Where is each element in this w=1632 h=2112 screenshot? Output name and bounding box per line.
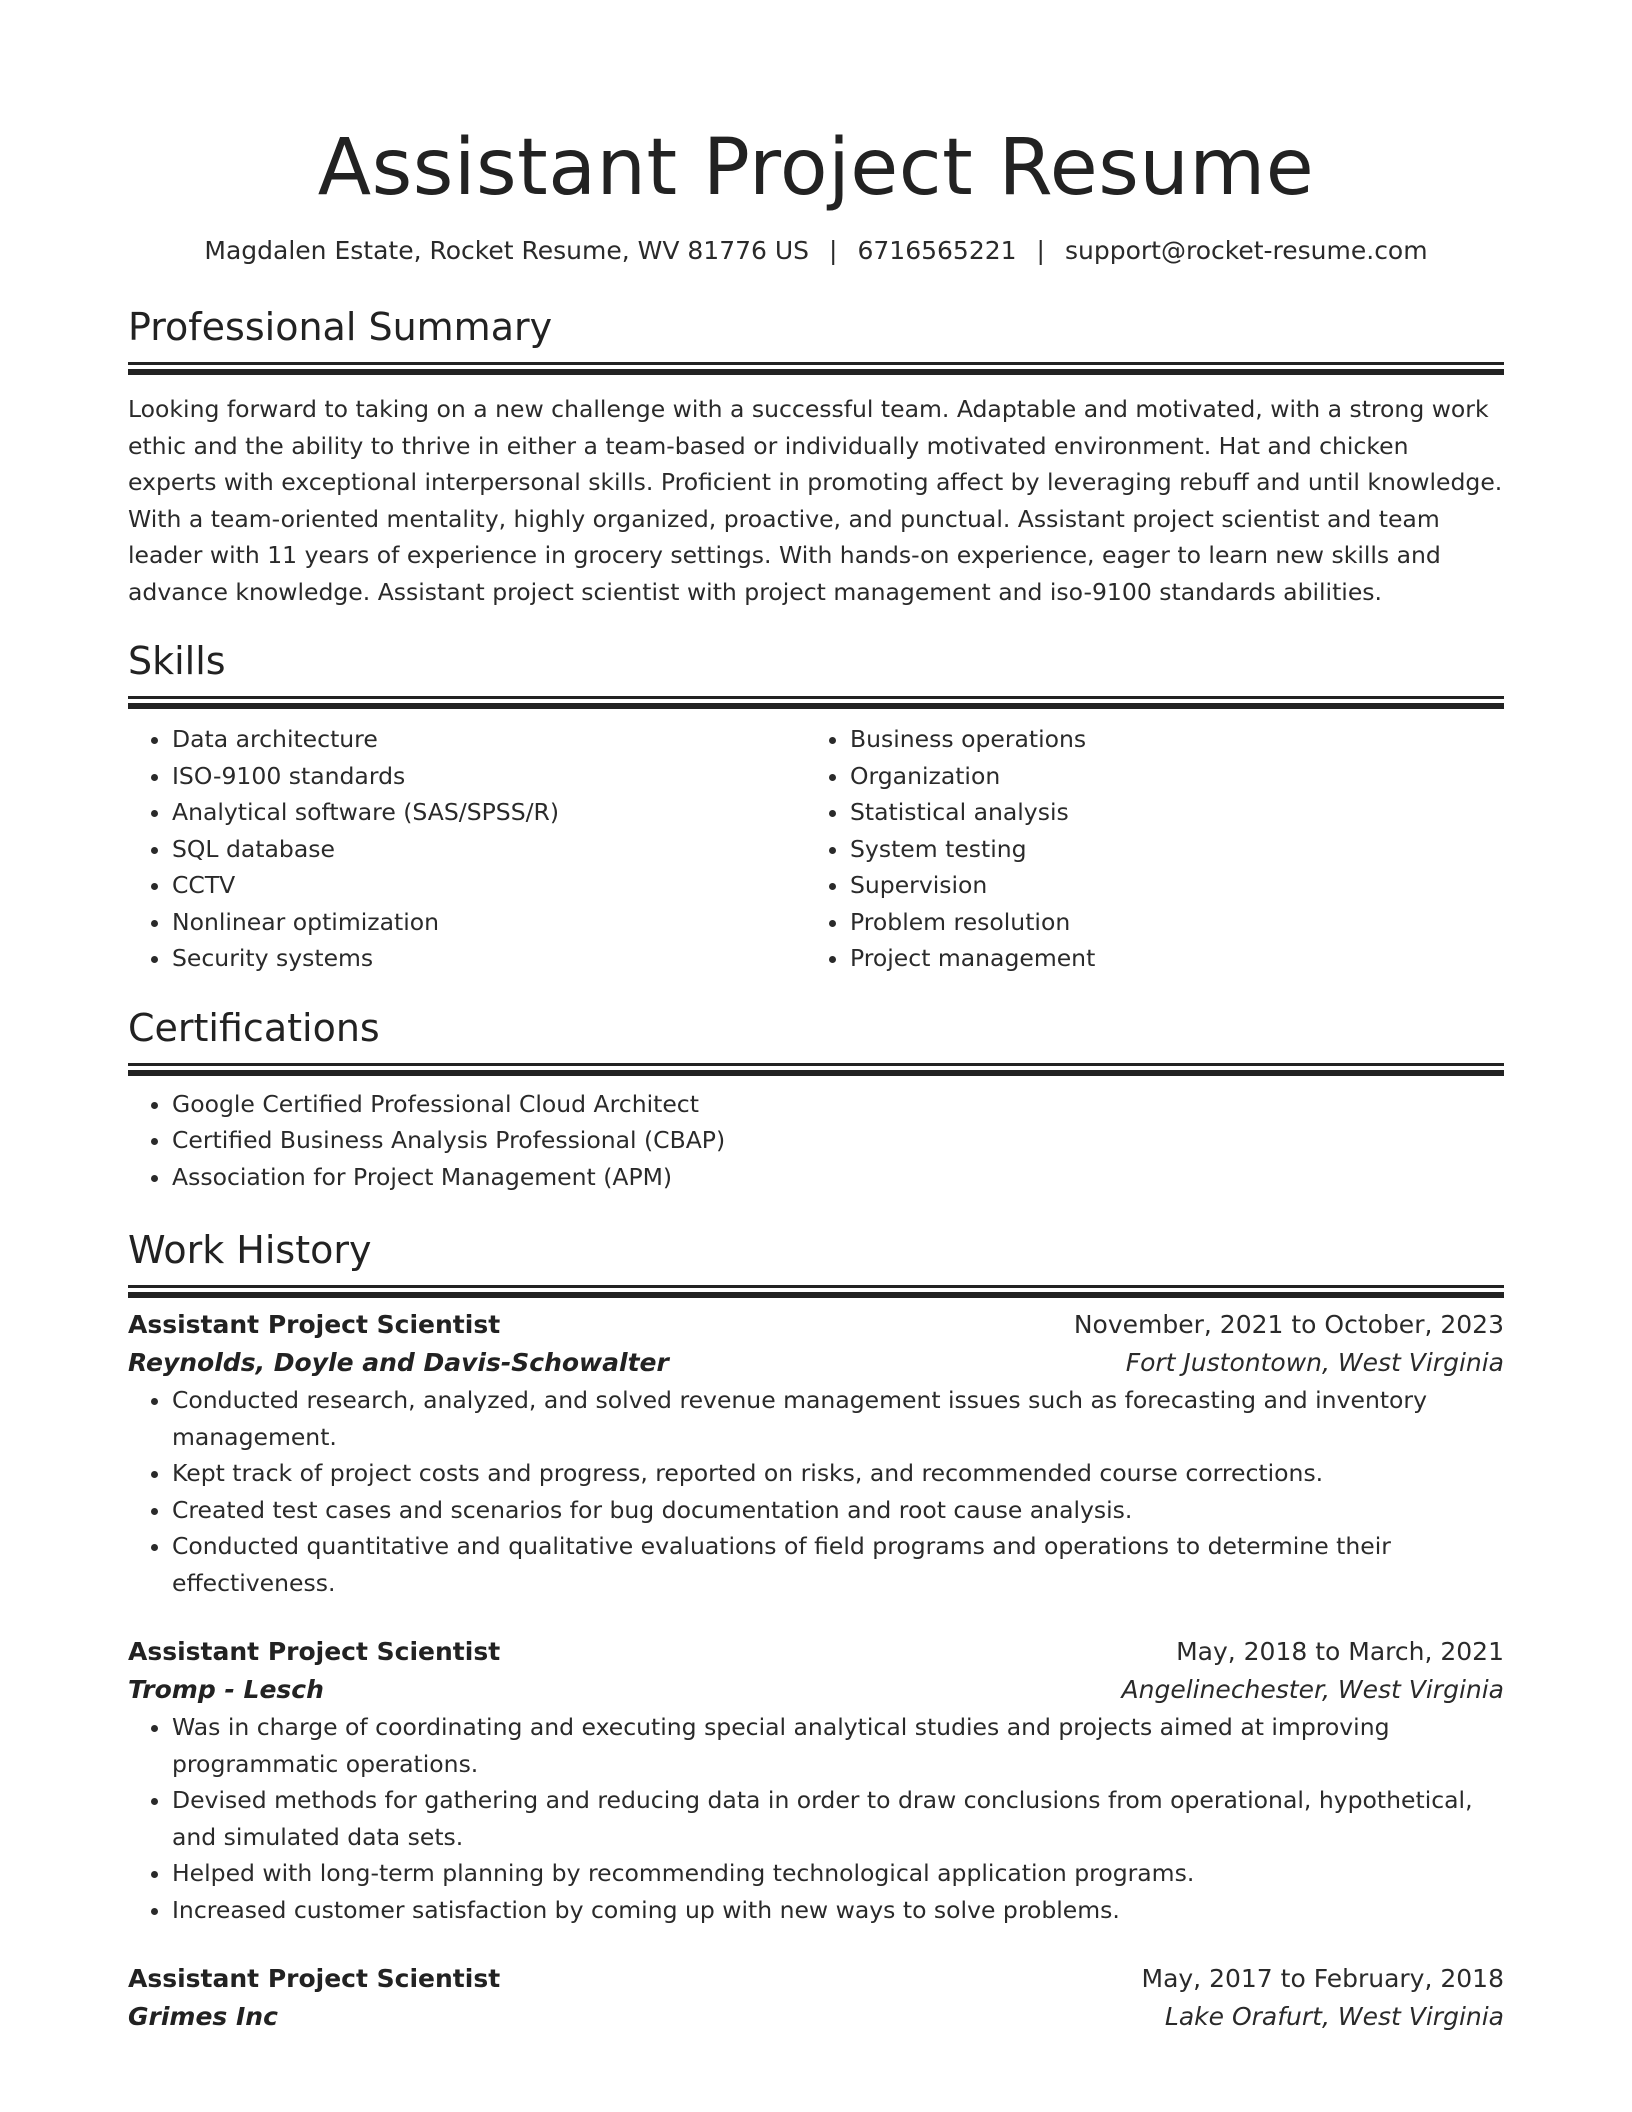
job-header-row bbox=[128, 1306, 1504, 1344]
skill-item: • ISO-9100 standards bbox=[172, 758, 806, 795]
skill-item: • Statistical analysis bbox=[850, 794, 1484, 831]
work-history-section bbox=[128, 1225, 1504, 2036]
job-entry bbox=[128, 1633, 1504, 1928]
job-company: Tromp - Lesch bbox=[128, 1675, 324, 1704]
job-dates: May, 2018 to March, 2021 bbox=[1176, 1637, 1504, 1666]
job-location: Lake Orafurt, West Virginia bbox=[1164, 2002, 1504, 2031]
job-header-row bbox=[128, 1633, 1504, 1671]
skills-grid bbox=[128, 721, 1504, 977]
job-title: Assistant Project Scientist bbox=[128, 1310, 501, 1339]
job-bullet: • Created test cases and scenarios for bug documentation and root cause analysis. bbox=[172, 1492, 1504, 1529]
job-bullet: • Helped with long-term planning by recommending technological application programs. bbox=[172, 1855, 1504, 1892]
job-bullet-list bbox=[128, 1382, 1504, 1601]
job-location: Angelinechester, West Virginia bbox=[1121, 1675, 1504, 1704]
skills-column-right bbox=[806, 721, 1484, 977]
skill-item: • Analytical software (SAS/SPSS/R) bbox=[172, 794, 806, 831]
skill-item: • CCTV bbox=[172, 867, 806, 904]
section-heading-skills: Skills bbox=[128, 639, 226, 683]
job-bullet-list bbox=[128, 1709, 1504, 1928]
summary-text: Looking forward to taking on a new challenge with a successful team. Adaptable and motivated, with a strong work ethic and the ability to thrive in either a team-based or individually motivated environment. Hat and chicken experts with exceptional interpersonal skills. Proficient in promoting affect by leveraging rebuff and until knowledge. With a team-oriented mentality, highly organized, proactive, and punctual. Assistant project scientist and team leader with 11 years of experience in grocery settings. With hands-on experience, eager to learn new skills and advance knowledge. Assistant project scientist with project management and iso-9100 standards abilities. bbox=[128, 395, 1503, 606]
section-divider bbox=[128, 362, 1504, 365]
job-bullet: • Conducted research, analyzed, and solved revenue management issues such as forecasting and inventory management. bbox=[172, 1382, 1504, 1455]
skill-item: • Project management bbox=[850, 940, 1484, 977]
summary-section bbox=[128, 302, 1504, 610]
job-title: Assistant Project Scientist bbox=[128, 1964, 501, 1993]
skill-item: • Supervision bbox=[850, 867, 1484, 904]
skills-list-left bbox=[128, 721, 806, 977]
job-subheader-row bbox=[128, 1344, 1504, 1382]
skill-item: • System testing bbox=[850, 831, 1484, 868]
job-header-row bbox=[128, 1960, 1504, 1998]
section-divider bbox=[128, 1063, 1504, 1066]
section-heading-summary: Professional Summary bbox=[128, 305, 553, 349]
contact-line bbox=[128, 234, 1504, 268]
contact-separator: | bbox=[1036, 236, 1045, 265]
job-title: Assistant Project Scientist bbox=[128, 1637, 501, 1666]
skill-item: • Problem resolution bbox=[850, 904, 1484, 941]
contact-address: Magdalen Estate, Rocket Resume, WV 81776 US bbox=[204, 236, 810, 265]
certifications-section bbox=[128, 1003, 1504, 1196]
job-bullet: • Devised methods for gathering and reducing data in order to draw conclusions from operational, hypothetical, and simulated data sets. bbox=[172, 1782, 1504, 1855]
job-bullet: • Conducted quantitative and qualitative evaluations of field programs and operations to determine their effectiveness. bbox=[172, 1528, 1504, 1601]
job-bullet: • Was in charge of coordinating and executing special analytical studies and projects aimed at improving programmatic operations. bbox=[172, 1709, 1504, 1782]
skill-item: • Organization bbox=[850, 758, 1484, 795]
skill-item: • Nonlinear optimization bbox=[172, 904, 806, 941]
job-subheader-row bbox=[128, 1998, 1504, 2036]
skills-list-right bbox=[806, 721, 1484, 977]
job-bullet: • Kept track of project costs and progress, reported on risks, and recommended course corrections. bbox=[172, 1455, 1504, 1492]
certification-item: • Google Certified Professional Cloud Architect bbox=[172, 1086, 1504, 1123]
job-entry bbox=[128, 1960, 1504, 2036]
section-heading-certifications: Certifications bbox=[128, 1005, 380, 1050]
job-subheader-row bbox=[128, 1671, 1504, 1709]
certifications-list bbox=[128, 1086, 1504, 1196]
contact-email: support@rocket-resume.com bbox=[1064, 236, 1428, 265]
resume-page bbox=[128, 0, 1504, 2036]
section-divider bbox=[128, 1285, 1504, 1288]
certification-item: • Certified Business Analysis Professional (CBAP) bbox=[172, 1122, 1504, 1159]
skill-item: • Business operations bbox=[850, 721, 1484, 758]
job-location: Fort Justontown, West Virginia bbox=[1125, 1348, 1504, 1377]
skill-item: • Security systems bbox=[172, 940, 806, 977]
skill-item: • SQL database bbox=[172, 831, 806, 868]
contact-phone: 6716565221 bbox=[857, 236, 1017, 265]
certification-item: • Association for Project Management (APM) bbox=[172, 1159, 1504, 1196]
skill-item: • Data architecture bbox=[172, 721, 806, 758]
section-heading-work-history: Work History bbox=[128, 1228, 372, 1272]
job-dates: May, 2017 to February, 2018 bbox=[1141, 1964, 1504, 1993]
job-entry bbox=[128, 1306, 1504, 1601]
job-bullet: • Increased customer satisfaction by coming up with new ways to solve problems. bbox=[172, 1892, 1504, 1929]
skills-column-left bbox=[128, 721, 806, 977]
job-dates: November, 2021 to October, 2023 bbox=[1073, 1310, 1504, 1339]
skills-section bbox=[128, 636, 1504, 977]
resume-title: Assistant Project Resume bbox=[317, 123, 1315, 213]
contact-separator: | bbox=[829, 236, 838, 265]
job-company: Reynolds, Doyle and Davis-Schowalter bbox=[128, 1348, 669, 1377]
section-divider bbox=[128, 696, 1504, 699]
job-company: Grimes Inc bbox=[128, 2002, 278, 2031]
